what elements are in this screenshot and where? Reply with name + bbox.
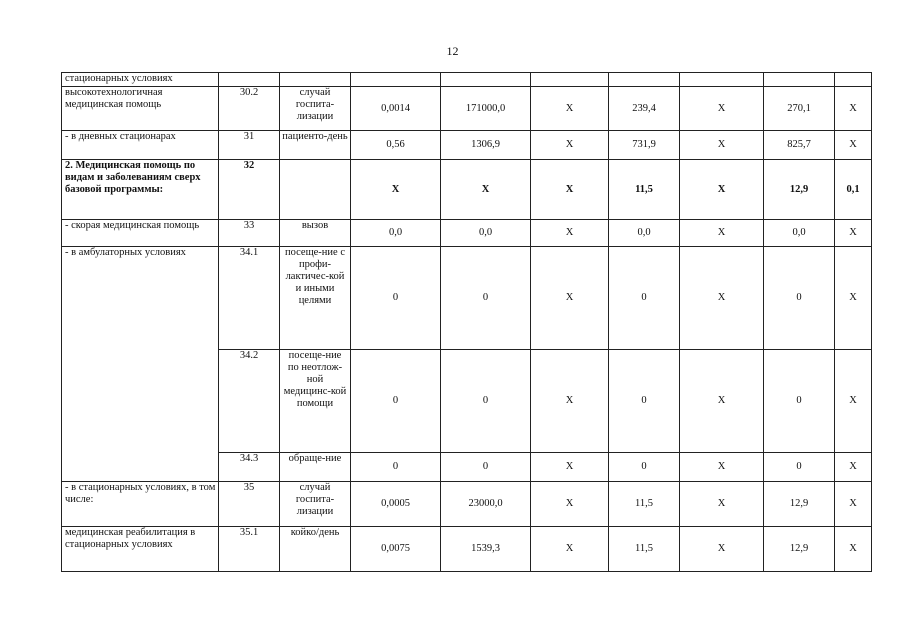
table-row: [62, 160, 872, 220]
table-row: [62, 73, 872, 87]
cell: 0,0: [441, 220, 531, 247]
cell: Х: [531, 160, 609, 220]
cell: 0: [351, 453, 441, 482]
row-unit: обраще-ние: [280, 453, 351, 482]
cell: 11,5: [609, 527, 680, 572]
cell: Х: [531, 87, 609, 131]
row-name: - в дневных стационарах: [62, 131, 219, 160]
cell: Х: [680, 131, 764, 160]
cell: 12,9: [764, 160, 835, 220]
row-code: 34.3: [219, 453, 280, 482]
cell: 0: [609, 453, 680, 482]
page-number: 12: [446, 44, 459, 58]
row-unit: посеще-ние по неотлож-ной медицинс-кой помощи: [280, 350, 351, 453]
cell: Х: [531, 247, 609, 350]
cell: 0: [764, 247, 835, 350]
table-row: [62, 131, 872, 160]
row-unit: случай госпита-лизации: [280, 482, 351, 527]
cell: 0,0: [609, 220, 680, 247]
cell: 0: [441, 453, 531, 482]
cell: Х: [835, 220, 872, 247]
cell: Х: [531, 453, 609, 482]
row-name: - скорая медицинская помощь: [62, 220, 219, 247]
cell: 239,4: [609, 87, 680, 131]
cell: 0: [441, 247, 531, 350]
row-unit: [280, 160, 351, 220]
row-name: стационарных условиях: [62, 73, 219, 87]
cell: 23000,0: [441, 482, 531, 527]
cell: Х: [680, 220, 764, 247]
row-code: 32: [219, 160, 280, 220]
cell: [680, 73, 764, 87]
table-row: [62, 247, 872, 350]
cell: 0,0014: [351, 87, 441, 131]
cell: Х: [531, 131, 609, 160]
row-name: 2. Медицинская помощь по видам и заболеваниям сверх базовой программы:: [62, 160, 219, 220]
cell: Х: [531, 482, 609, 527]
cell: Х: [680, 350, 764, 453]
cell: Х: [531, 527, 609, 572]
data-table: [61, 72, 872, 572]
row-name: - в амбулаторных условиях: [62, 247, 219, 482]
cell: Х: [351, 160, 441, 220]
row-code: 33: [219, 220, 280, 247]
cell: Х: [680, 87, 764, 131]
cell: 731,9: [609, 131, 680, 160]
cell: 0: [609, 247, 680, 350]
row-unit: пациенто-день: [280, 131, 351, 160]
cell: Х: [835, 87, 872, 131]
cell: 0,0075: [351, 527, 441, 572]
cell: 1539,3: [441, 527, 531, 572]
row-unit: [280, 73, 351, 87]
row-code: 31: [219, 131, 280, 160]
table-row: [62, 482, 872, 527]
cell: 0,1: [835, 160, 872, 220]
cell: [835, 73, 872, 87]
row-code: 35.1: [219, 527, 280, 572]
cell: 0,0005: [351, 482, 441, 527]
cell: Х: [835, 453, 872, 482]
cell: Х: [835, 350, 872, 453]
cell: Х: [835, 527, 872, 572]
cell: 270,1: [764, 87, 835, 131]
table-row: [62, 527, 872, 572]
row-code: [219, 73, 280, 87]
row-unit: вызов: [280, 220, 351, 247]
row-code: 34.1: [219, 247, 280, 350]
row-unit: койко/день: [280, 527, 351, 572]
cell: 0: [351, 247, 441, 350]
row-name: - в стационарных условиях, в том числе:: [62, 482, 219, 527]
cell: 0: [441, 350, 531, 453]
cell: Х: [680, 247, 764, 350]
cell: 12,9: [764, 527, 835, 572]
row-code: 30.2: [219, 87, 280, 131]
cell: 0: [609, 350, 680, 453]
cell: Х: [531, 350, 609, 453]
row-name: медицинская реабилитация в стационарных условиях: [62, 527, 219, 572]
cell: [764, 73, 835, 87]
cell: 11,5: [609, 160, 680, 220]
cell: [609, 73, 680, 87]
row-unit: случай госпита-лизации: [280, 87, 351, 131]
cell: 11,5: [609, 482, 680, 527]
table-row: [62, 220, 872, 247]
cell: Х: [680, 482, 764, 527]
cell: 1306,9: [441, 131, 531, 160]
cell: 12,9: [764, 482, 835, 527]
row-code: 34.2: [219, 350, 280, 453]
cell: Х: [680, 453, 764, 482]
cell: Х: [835, 131, 872, 160]
cell: 171000,0: [441, 87, 531, 131]
cell: 0: [764, 453, 835, 482]
cell: 0: [351, 350, 441, 453]
cell: Х: [441, 160, 531, 220]
cell: Х: [835, 247, 872, 350]
cell: 0,0: [764, 220, 835, 247]
cell: Х: [835, 482, 872, 527]
cell: 0,0: [351, 220, 441, 247]
cell: 0,56: [351, 131, 441, 160]
row-name: высокотехнологичная медицинская помощь: [62, 87, 219, 131]
table-row: [62, 87, 872, 131]
cell: Х: [680, 527, 764, 572]
cell: 825,7: [764, 131, 835, 160]
cell: Х: [680, 160, 764, 220]
row-code: 35: [219, 482, 280, 527]
cell: Х: [531, 220, 609, 247]
cell: [351, 73, 441, 87]
cell: [531, 73, 609, 87]
cell: 0: [764, 350, 835, 453]
row-unit: посеще-ние с профи-лактичес-кой и иными целями: [280, 247, 351, 350]
cell: [441, 73, 531, 87]
